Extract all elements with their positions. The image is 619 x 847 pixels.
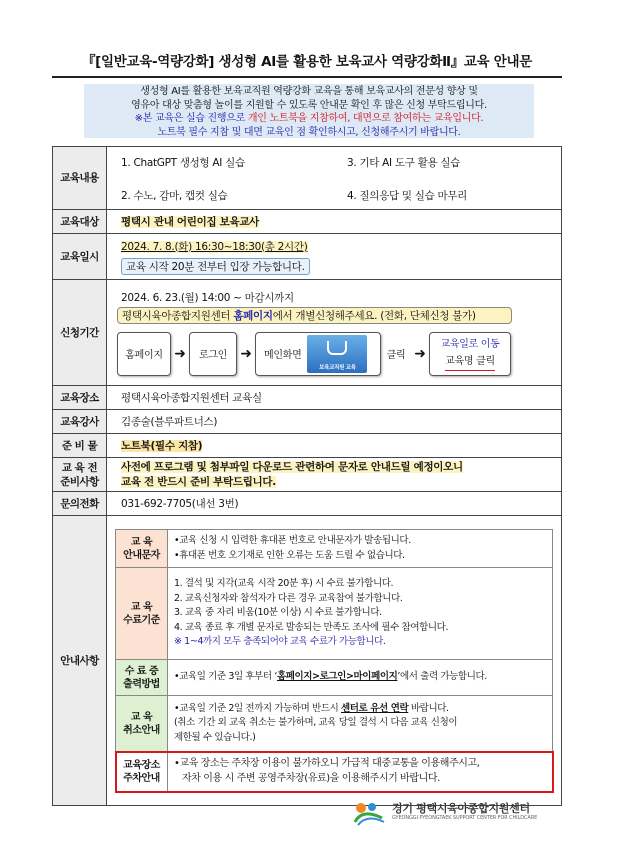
apply-flow <box>117 332 551 376</box>
book-banner-caption: 보육교직원 교육 <box>319 364 356 371</box>
date-label: 교육일시 <box>53 234 107 280</box>
pre-label-a: 교 육 전 <box>61 461 98 474</box>
book-icon <box>327 341 347 355</box>
content-item-2: 2. 수노, 감마, 캡컷 실습 <box>121 190 228 202</box>
flow-main-label: 메인화면 <box>264 350 302 361</box>
cancel-line-1-c: 바랍니다. <box>408 702 449 714</box>
center-logo-name: 경기 평택시육아종합지원센터 <box>392 802 530 815</box>
pre-label-b: 준비사항 <box>60 475 99 488</box>
book-banner-image <box>307 335 367 373</box>
criteria-label-a: 교 육 <box>130 601 153 613</box>
flow-login: 로그인 <box>189 332 237 376</box>
target-label: 교육대상 <box>53 210 107 234</box>
cancel-label-a: 교 육 <box>130 711 153 723</box>
place-value: 평택시육아종합지원센터 교육실 <box>107 386 562 410</box>
cancel-line-3: 제한될 수 있습니다.) <box>174 731 256 743</box>
sms-line-1: •교육 신청 시 입력한 휴대폰 번호로 안내문자가 발송됩니다. <box>174 535 411 546</box>
parking-label-b: 주차안내 <box>123 772 160 784</box>
parking-line-1: •교육 장소는 주차장 이용이 불가하오니 가급적 대중교통을 이용해주시고, <box>174 758 480 769</box>
cancel-line-2: (취소 기간 외 교육 취소는 불가하며, 교육 당일 결석 시 다음 교육 신청이 <box>174 717 458 729</box>
center-logo <box>352 798 572 828</box>
pre-line-2: 교육 전 반드시 준비 부탁드립니다. <box>121 475 276 488</box>
apply-label: 신청기간 <box>53 280 107 386</box>
sms-label-a: 교 육 <box>130 536 153 548</box>
flow-arrow-2: ➜ <box>240 345 252 362</box>
lecturer-value: 김종술(블루파트너스) <box>107 410 562 434</box>
apply-period: 2024. 6. 23.(월) 14:00 ~ 마감시까지 <box>121 291 294 304</box>
parking-line-2: 자차 이용 시 주변 공영주차장(유료)을 이용해주시기 바랍니다. <box>182 772 440 784</box>
info-table <box>52 146 562 806</box>
place-label: 교육장소 <box>53 386 107 410</box>
parking-label-a: 교육장소 <box>123 759 160 771</box>
apply-method-b: 홈페이지 <box>233 309 273 322</box>
criteria-label <box>116 568 168 660</box>
flow-arrow-1: ➜ <box>174 345 186 362</box>
parking-label <box>116 752 168 792</box>
content-label: 교육내용 <box>53 147 107 210</box>
phone-label: 문의전화 <box>53 492 107 516</box>
apply-method-c: 에서 개별신청해주세요. (전화, 단체신청 불가) <box>272 309 476 322</box>
pre-label <box>53 458 107 492</box>
date-note: 교육 시작 20분 전부터 입장 가능합니다. <box>121 258 310 275</box>
intro-line-3 <box>84 112 534 126</box>
intro-line-2: 영유아 대상 맞춤형 놀이를 지원할 수 있도록 안내문 확인 후 많은 신청 부탁드립니다. <box>131 99 487 111</box>
criteria-line-1: 1. 결석 및 지각(교육 시작 20분 후) 시 수료 불가합니다. <box>174 578 394 590</box>
date-value: 2024. 7. 8.(화) 16:30~18:30(총 2시간) <box>121 240 308 253</box>
center-logo-sub: GYEONGGI PYEONGTAEK SUPPORT CENTER FOR CHILDCARE <box>392 815 538 821</box>
cancel-label-b: 취소안내 <box>123 724 160 736</box>
flow-main <box>255 332 381 376</box>
flow-final-b: 교육명 클릭 <box>445 353 495 371</box>
intro-line-1: 생성형 AI를 활용한 보육교직원 역량강화 교육을 통해 보육교사의 전문성 향상 및 <box>140 86 478 97</box>
pre-line-1: 사전에 프로그램 및 첨부파일 다운로드 관련하여 문자로 안내드릴 예정이오니 <box>121 460 463 473</box>
sms-label-b: 안내문자 <box>123 549 160 561</box>
page-title: 『[일반교육-역량강화] 생성형 AI를 활용한 보육교사 역량강화Ⅱ』교육 안내문 <box>81 54 533 70</box>
content-value <box>107 147 562 210</box>
target-value: 평택시 관내 어린이집 보육교사 <box>121 216 260 228</box>
parking-row <box>116 752 553 792</box>
lecturer-label: 교육강사 <box>53 410 107 434</box>
prep-label: 준 비 물 <box>53 434 107 458</box>
sms-label <box>116 530 168 568</box>
apply-method <box>117 307 512 324</box>
cancel-line-1-b: 센터로 유선 연락 <box>341 702 409 714</box>
content-item-3: 3. 기타 AI 도구 활용 실습 <box>347 157 461 169</box>
notice-label: 안내사항 <box>53 516 107 806</box>
flow-click: 클릭 <box>386 350 406 361</box>
intro-line-3-b: 개인 노트북을 지참하여, 대면으로 참여하는 교육입니다. <box>247 113 484 124</box>
cert-label-a: 수 료 증 <box>124 665 159 677</box>
apply-method-a: 평택시육아종합지원센터 <box>122 309 234 322</box>
cert-label-b: 출력방법 <box>123 678 160 690</box>
flow-arrow-3: ➜ <box>414 345 426 362</box>
criteria-label-b: 수료기준 <box>123 614 160 626</box>
flow-final-a: 교육일로 이동 <box>440 339 500 350</box>
cert-line-c: ’에서 출력 가능합니다. <box>397 671 487 683</box>
notice-table <box>115 529 553 792</box>
cert-label <box>116 660 168 696</box>
criteria-note: ※ 1~4까지 모두 충족되어야 교육 수료가 가능합니다. <box>174 636 386 648</box>
cancel-label <box>116 696 168 752</box>
intro-line-4: 노트북 필수 지참 및 대면 교육인 점 확인하시고, 신청해주시기 바랍니다. <box>157 126 461 138</box>
content-item-1: 1. ChatGPT 생성형 AI 실습 <box>121 157 245 169</box>
criteria-line-3: 3. 교육 중 자리 비움(10분 이상) 시 수료 불가합니다. <box>174 607 382 619</box>
criteria-line-2: 2. 교육신청자와 참석자가 다른 경우 교육참여 불가합니다. <box>174 592 403 604</box>
prep-value: 노트북(필수 지참) <box>121 440 203 452</box>
flow-final <box>429 332 511 376</box>
intro-box <box>84 84 534 138</box>
cert-line-b: 홈페이지>로그인>마이페이지 <box>276 671 398 683</box>
cert-line-a: •교육일 기준 3일 후부터 ‘ <box>174 671 277 683</box>
phone-value: 031-692-7705(내선 3번) <box>107 492 562 516</box>
flow-homepage: 홈페이지 <box>117 332 171 376</box>
sms-line-2: •휴대폰 번호 오기재로 인한 오류는 도움 드릴 수 없습니다. <box>174 549 405 561</box>
cancel-line-1-a: •교육일 기준 2일 전까지 가능하며 반드시 <box>174 702 341 714</box>
criteria-line-4: 4. 교육 종료 후 개별 문자로 발송되는 만족도 조사에 필수 참여합니다. <box>174 621 449 633</box>
content-item-4: 4. 질의응답 및 실습 마무리 <box>347 190 467 202</box>
center-logo-icon <box>352 800 386 826</box>
title-rule <box>52 76 562 78</box>
intro-line-3-a: ※본 교육은 실습 진행으로 <box>134 113 248 124</box>
